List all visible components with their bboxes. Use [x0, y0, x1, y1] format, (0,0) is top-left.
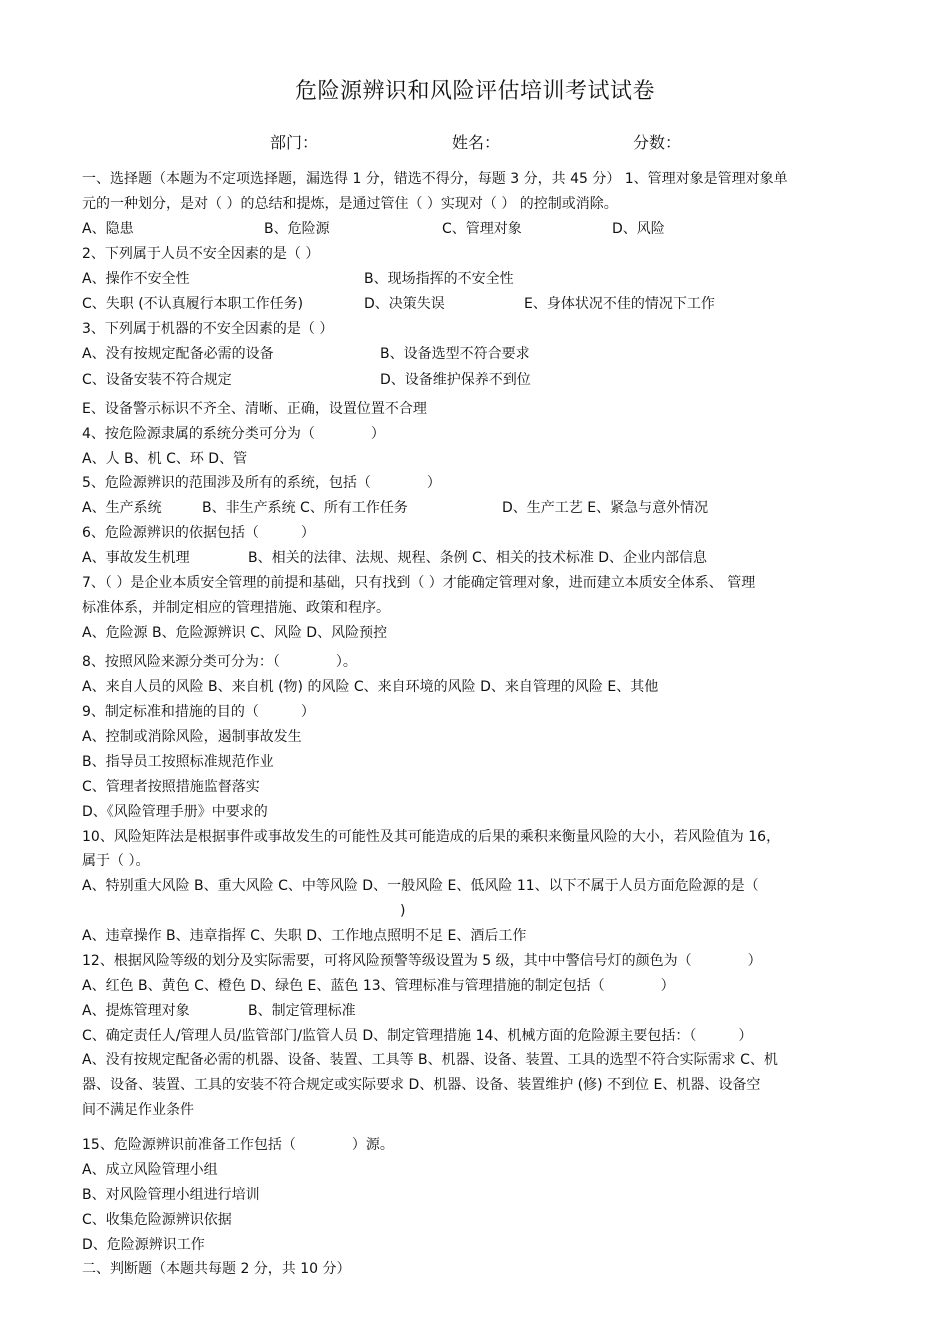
question-line: 3、下列属于机器的不安全因素的是（ ）: [82, 321, 334, 337]
option: C、设备安装不符合规定: [82, 372, 232, 388]
question-line: 4、按危险源隶属的系统分类可分为（ ）: [82, 426, 385, 442]
option: A、提炼管理对象: [82, 1003, 190, 1019]
section-1-heading: 一、选择题（本题为不定项选择题，漏选得 1 分，错选不得分，每题 3 分，共 45 分） 1、管理对象是管理对象单: [82, 171, 788, 187]
option-line: B、对风险管理小组进行培训: [82, 1187, 260, 1203]
option: B、相关的法律、法规、规程、条例 C、相关的技术标准 D、企业内部信息: [248, 550, 708, 566]
question-line: 属于（ ）。: [82, 853, 150, 869]
question-line: 元的一种划分，是对（ ）的总结和提炼，是通过管住（ ）实现对（ ） 的控制或消除。: [82, 196, 618, 212]
option-line: A、没有按规定配备必需的机器、设备、装置、工具等 B、机器、设备、装置、工具的选型不符合实际需求 C、机: [82, 1052, 778, 1068]
option: D、决策失误: [364, 296, 445, 312]
section-2-heading: 二、判断题（本题共每题 2 分，共 10 分）: [82, 1261, 351, 1277]
option-line: A、人 B、机 C、环 D、管: [82, 451, 248, 467]
question-line: 5、危险源辨识的范围涉及所有的系统，包括（ ）: [82, 475, 441, 491]
option-line: 器、设备、装置、工具的安装不符合规定或实际要求 D、机器、设备、装置维护 (修) 不到位 E、机器、设备空: [82, 1077, 761, 1093]
option: A、隐患: [82, 221, 134, 237]
option-line: A、危险源 B、危险源辨识 C、风险 D、风险预控: [82, 625, 388, 641]
option: B、设备选型不符合要求: [380, 346, 530, 362]
option-line: D、危险源辨识工作: [82, 1237, 205, 1253]
question-line: 15、危险源辨识前准备工作包括（ ）源。: [82, 1137, 394, 1153]
option-line: C、管理者按照措施监督落实: [82, 779, 260, 795]
option-line: E、设备警示标识不齐全、清晰、正确，设置位置不合理: [82, 401, 427, 417]
option: B、现场指挥的不安全性: [364, 271, 514, 287]
option: A、没有按规定配备必需的设备: [82, 346, 274, 362]
option-line: A、红色 B、黄色 C、橙色 D、绿色 E、蓝色 13、管理标准与管理措施的制定包括（ ）: [82, 978, 675, 994]
option-line: B、指导员工按照标准规范作业: [82, 754, 274, 770]
option: A、事故发生机理: [82, 550, 190, 566]
option-line: 间不满足作业条件: [82, 1102, 194, 1118]
option: C、失职 (不认真履行本职工作任务): [82, 296, 304, 312]
option: A、生产系统: [82, 500, 162, 516]
question-line: 7、（ ）是企业本质安全管理的前提和基础，只有找到（ ）才能确定管理对象，进而建立本质安全体系、 管理: [82, 575, 756, 591]
option-line: A、来自人员的风险 B、来自机 (物) 的风险 C、来自环境的风险 D、来自管理的风险 E、其他: [82, 679, 659, 695]
option: D、风险: [612, 221, 665, 237]
option: E、身体状况不佳的情况下工作: [524, 296, 715, 312]
question-line: 8、按照风险来源分类可分为：（ ）。: [82, 654, 357, 670]
option-line: A、违章操作 B、违章指挥 C、失职 D、工作地点照明不足 E、酒后工作: [82, 928, 527, 944]
option: C、管理对象: [442, 221, 522, 237]
option-line: C、收集危险源辨识依据: [82, 1212, 232, 1228]
option: B、制定管理标准: [248, 1003, 356, 1019]
option-line: A、特别重大风险 B、重大风险 C、中等风险 D、一般风险 E、低风险 11、以下不属于人员方面危险源的是（: [82, 878, 759, 894]
option: D、生产工艺 E、紧急与意外情况: [502, 500, 709, 516]
name-label: 姓名：: [452, 133, 501, 152]
question-line: 6、危险源辨识的依据包括（ ）: [82, 525, 315, 541]
question-line: 12、根据风险等级的划分及实际需要，可将风险预警等级设置为 5 级，其中中警信号灯的颜色为（ ）: [82, 953, 762, 969]
question-line: 标准体系，并制定相应的管理措施、政策和程序。: [82, 600, 390, 616]
option-line: A、控制或消除风险，遏制事故发生: [82, 729, 302, 745]
department-label: 部门：: [270, 133, 319, 152]
option: B、危险源: [264, 221, 330, 237]
question-line: ): [400, 903, 406, 919]
option: D、设备维护保养不到位: [380, 372, 531, 388]
question-line: 10、风险矩阵法是根据事件或事故发生的可能性及其可能造成的后果的乘积来衡量风险的大小，若风险值为 16，: [82, 829, 781, 845]
exam-title: 危险源辨识和风险评估培训考试试卷: [294, 79, 655, 104]
option-line: A、成立风险管理小组: [82, 1162, 218, 1178]
option: B、非生产系统 C、所有工作任务: [202, 500, 408, 516]
question-line: 9、制定标准和措施的目的（ ）: [82, 704, 315, 720]
option-line: C、确定责任人/管理人员/监管部门/监管人员 D、制定管理措施 14、机械方面的危险源主要包括：（ ）: [82, 1028, 753, 1044]
option-line: D、《风险管理手册》中要求的: [82, 804, 268, 820]
option: A、操作不安全性: [82, 271, 190, 287]
question-line: 2、下列属于人员不安全因素的是（ ）: [82, 246, 320, 262]
score-label: 分数：: [633, 133, 682, 152]
